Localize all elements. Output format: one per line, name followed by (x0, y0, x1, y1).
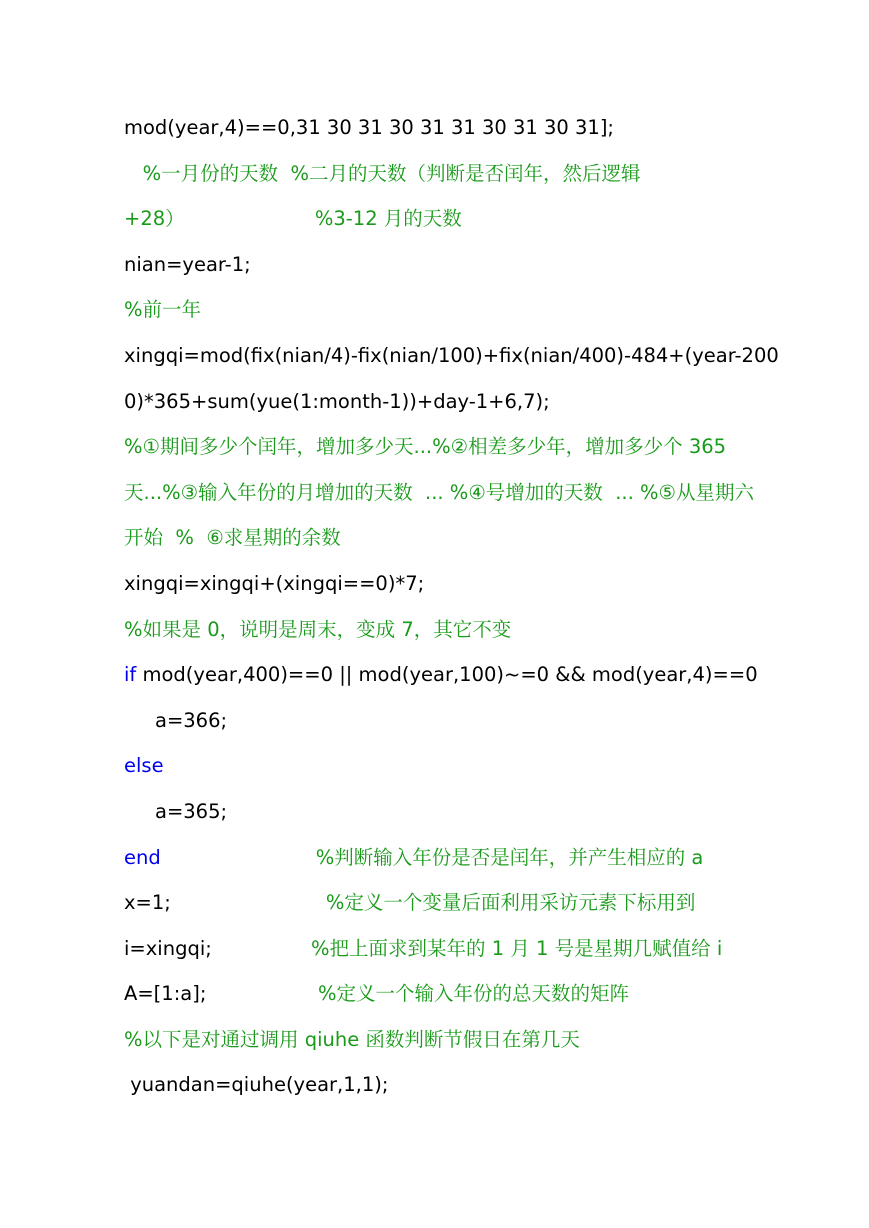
code-text: a=365; (124, 799, 228, 823)
code-line (124, 566, 804, 612)
code-text: A=[1:a]; (124, 982, 318, 1006)
code-keyword: else (124, 754, 164, 778)
code-comment: %前一年 (124, 298, 202, 322)
code-line (124, 247, 804, 293)
code-line (124, 429, 804, 475)
code-line (124, 520, 804, 566)
code-line (124, 292, 804, 338)
code-text: 0)*365+sum(yue(1:month-1))+day-1+6,7); (124, 389, 550, 413)
code-line (124, 1022, 804, 1068)
code-text: x=1; (124, 891, 326, 915)
code-line (124, 840, 804, 886)
code-text: i=xingqi; (124, 936, 311, 960)
code-line (124, 156, 804, 202)
code-comment: %定义一个变量后面利用采访元素下标用到 (325, 891, 696, 915)
code-comment: %判断输入年份是否是闰年，并产生相应的 a (160, 845, 704, 869)
code-line (124, 201, 804, 247)
code-line (124, 976, 804, 1022)
code-line (124, 384, 804, 430)
code-keyword: if (124, 663, 137, 687)
code-text: nian=year-1; (124, 252, 251, 276)
code-comment: %以下是对通过调用 qiuhe 函数判断节假日在第几天 (124, 1027, 580, 1051)
code-comment: 开始 % ⑥求星期的余数 (124, 526, 341, 550)
code-comment: %①期间多少个闰年，增加多少天...%②相差多少年，增加多少个 365 (124, 435, 727, 459)
code-line (124, 885, 804, 931)
code-line (124, 703, 804, 749)
code-line (124, 338, 804, 384)
code-line (124, 110, 804, 156)
code-line (124, 1067, 804, 1113)
code-text: mod(year,400)==0 || mod(year,100)~=0 && mod(year,4)==0 (136, 663, 758, 687)
code-comment: %定义一个输入年份的总天数的矩阵 (317, 982, 629, 1006)
code-text: mod(year,4)==0,31 30 31 30 31 31 30 31 30 31]; (124, 116, 615, 139)
code-line (124, 657, 804, 703)
code-line (124, 931, 804, 977)
code-text: yuandan=qiuhe(year,1,1); (124, 1073, 389, 1097)
code-comment: %把上面求到某年的 1 月 1 号是星期几赋值给 i (311, 936, 723, 960)
code-comment: +28） %3-12 月的天数 (124, 207, 462, 231)
code-comment: %如果是 0，说明是周末，变成 7，其它不变 (124, 617, 512, 641)
code-line (124, 475, 804, 521)
code-listing (124, 110, 804, 1113)
code-line (124, 612, 804, 658)
code-keyword: end (124, 845, 161, 869)
code-line (124, 748, 804, 794)
code-text: xingqi=xingqi+(xingqi==0)*7; (124, 571, 425, 595)
code-text: xingqi=mod(fix(nian/4)-fix(nian/100)+fix(nian/400)-484+(year-200 (124, 343, 779, 367)
code-line (124, 794, 804, 840)
code-text: a=366; (124, 708, 228, 732)
code-comment: %一月份的天数 %二月的天数（判断是否闰年，然后逻辑 (124, 161, 641, 185)
code-comment: 天...%③输入年份的月增加的天数 ... %④号增加的天数 ... %⑤从星期六 (124, 480, 755, 504)
